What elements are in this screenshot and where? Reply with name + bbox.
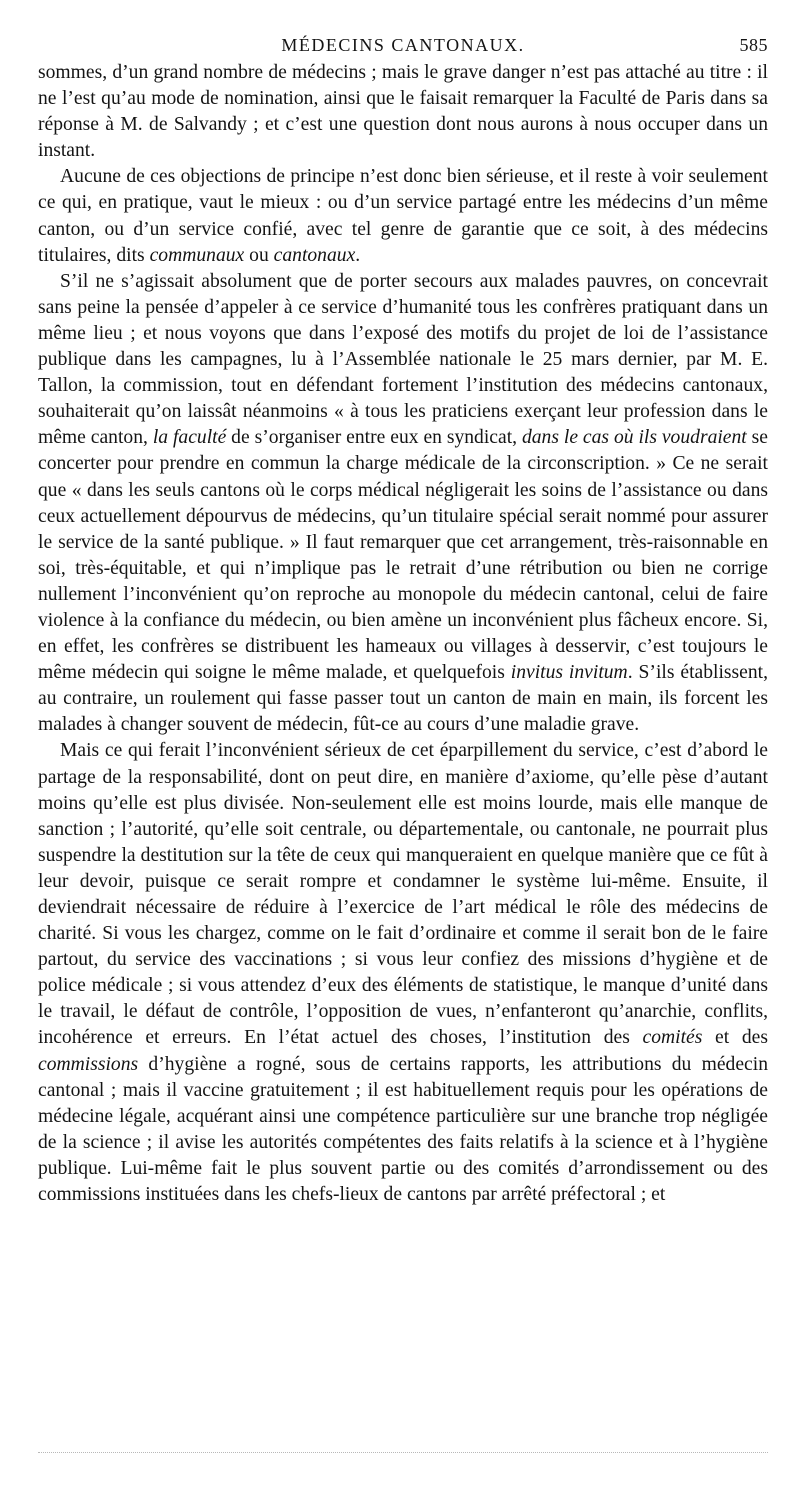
italic-text: la faculté	[152, 427, 227, 449]
text-run: S’il ne s’agissait absolument que de porter secours aux malades pauvres, on concevrait sans peine la pensée d’appeler à ce service d’humanité tous les confrères pratiquant dans un même lieu ; et nous voyons que dans l’exposé des motifs du projet de loi de l’assistance publique dans les campagnes, lu à l’Assemblée nationale le 25 mars dernier, par M. E. Tallon, la commission, tout en défendant fortement l’institution des médecins cantonaux, souhaiterait qu’on laissât néanmoins « à tous les praticiens exerçant leur profession dans le même canton,	[38, 270, 768, 449]
paragraph	[38, 60, 768, 164]
text-run: Aucune de ces objections de principe n’est donc bien sérieuse, et il reste à voir seulement ce qui, en pratique, vaut le mieux : ou d’un service partagé entre les médecins d’un même canton, ou d’un service confié, avec tel genre de garantie que ce soit, à des médecins titulaires, dits	[38, 166, 768, 266]
text-run: Mais ce qui ferait l’inconvénient sérieux de cet éparpillement du service, c’est d’abord le partage de la responsabilité, dont on peut dire, en manière d’axiome, qu’elle pèse d’autant moins qu’elle est plus divisée. Non-seulement elle est moins lourde, mais elle manque de sanction ; l’autorité, qu’elle soit centrale, ou départementale, ou cantonale, ne pourrait plus suspendre la destitution sur la tête de ceux qui manqueraient en quelque manière que ce fût à leur devoir, puisque ce serait rompre et condamner le système lui-même. Ensuite, il deviendrait nécessaire de réduire à l’exercice de l’art médical le rôle des médecins de charité. Si vous les chargez, comme on le fait d’ordinaire et comme il serait bon de le faire partout, du service des vaccinations ; si vous leur confiez des missions d’hygiène et de police médicale ; si vous attendez d’eux des éléments de statistique, le manque d’unité dans le travail, le défaut de contrôle, l’opposition de vues, n’enfanteront qu’anarchie, conflits, incohérence et erreurs. En l’état actuel des choses, l’institution des	[38, 740, 768, 1049]
paragraph	[38, 269, 768, 739]
italic-text: dans le cas où ils voudraient	[521, 427, 747, 449]
text-run: .	[355, 244, 361, 266]
italic-text: invitus invitum	[510, 662, 628, 684]
running-title: MÉDECINS CANTONAUX.	[281, 35, 525, 55]
italic-text: commissions	[38, 1053, 139, 1075]
text-run: se concerter pour prendre en commun la charge médicale de la circonscription. » Ce ne serait que « dans les seuls cantons où le corps médical négligerait les soins de l’assistance ou dans ceux actuellement dépourvus de médecins, qu’un titulaire spécial serait nommé pour assurer le service de la santé publique. » Il faut remarquer que cet arrangement, très-raisonnable en soi, très-équitable, et qui n’implique pas le retrait d’une rétribution ou bien ne corrige nullement l’inconvénient qu’on reproche au monopole du médecin cantonal, celui de faire violence à la confiance du médecin, ou bien amène un inconvénient plus fâcheux encore. Si, en effet, les confrères se distribuent les hameaux ou villages à desservir, c’est toujours le même médecin qui soigne le même malade, et quelquefois	[38, 427, 768, 684]
text-run: et des	[702, 1027, 768, 1049]
paragraph	[38, 738, 768, 1208]
page-number: 585	[739, 35, 768, 55]
footer-rule	[38, 1452, 768, 1453]
text-run: de s’organiser entre eux en syndicat,	[226, 427, 522, 449]
italic-text: cantonaux	[273, 244, 356, 266]
body-text	[38, 60, 768, 1208]
text-run: d’hygiène a rogné, sous de certains rapports, les attributions du médecin cantonal ; mais il vaccine gratuitement ; il est habituellement requis pour les opérations de médecine légale, acquérant ainsi une compétence particulière sur une branche trop négligée de la science ; il avise les autorités compétentes des faits relatifs à la science et à l’hygiène publique. Lui-même fait le plus souvent partie ou des comités d’arrondissement ou des commissions instituées dans les chefs-lieux de cantons par arrêté préfectoral ; et	[38, 1053, 768, 1206]
text-run: . S’ils établissent, au contraire, un roulement qui fasse passer tout un canton de main en main, ils forcent les malades à changer souvent de médecin, fût-ce au cours d’une maladie grave.	[38, 662, 769, 736]
running-header	[38, 30, 768, 60]
text-run: sommes, d’un grand nombre de médecins ; mais le grave danger n’est pas attaché au titre : il ne l’est qu’au mode de nomination, ainsi que le faisait remarquer la Faculté de Paris dans sa réponse à M. de Salvandy ; et c’est une question dont nous aurons à nous occuper dans un instant.	[38, 62, 768, 162]
text-run: ou	[244, 244, 274, 266]
paragraph	[38, 164, 768, 268]
italic-text: comités	[642, 1027, 703, 1049]
italic-text: communaux	[149, 244, 245, 266]
